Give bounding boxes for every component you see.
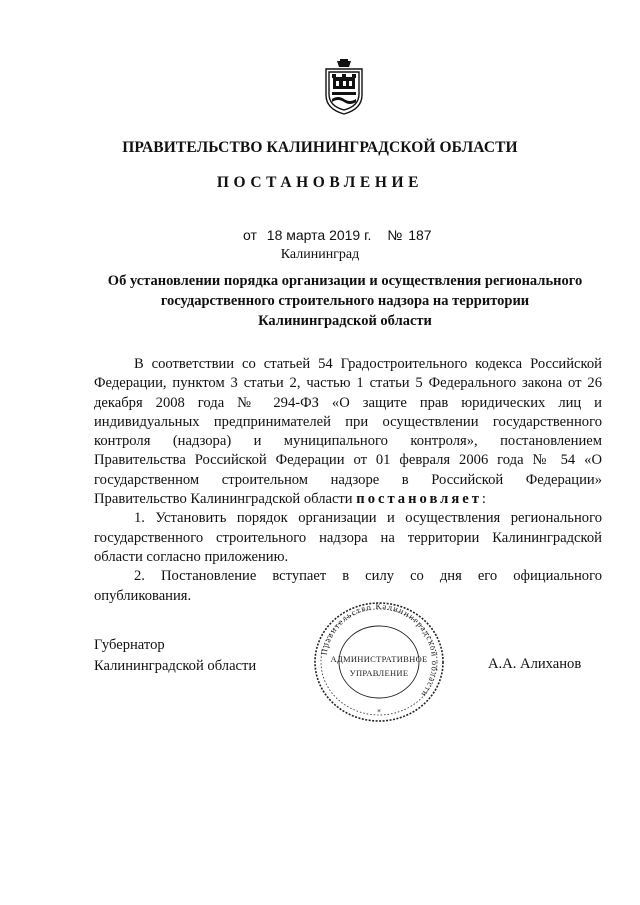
- document-body: [94, 355, 602, 606]
- item-paragraph: 2. Постановление вступает в силу со дня его официального опубликования.: [94, 568, 602, 604]
- resolves-word: постановляет: [356, 491, 482, 508]
- document-subject: [90, 271, 600, 331]
- item-paragraph: 1. Установить порядок организации и осуществления регионального государственного строительного надзора на территории Калининградской области согласно приложению.: [94, 510, 602, 565]
- preamble-text: В соответствии со статьей 54 Градостроительного кодекса Российской Федерации, пунктом 3 статьи 2, частью 1 статьи 5 Федерального закона от 26 декабря 2008 года № 294-ФЗ «О защите прав юридических лиц и индивидуальных предпринимателей при осуществлении государственного контроля (надзора) и муниципального контроля», постановлением Правительства Российской Федерации от 01 февраля 2006 года № 54 «О государственном строительном надзоре в Российской Федерации» Правительство Калининградской области: [94, 356, 602, 508]
- signer-position-line: Калининградской области: [94, 658, 257, 674]
- number-prefix: №: [387, 227, 403, 243]
- preamble-colon: :: [481, 491, 486, 508]
- document-date: 18 марта 2019 г.: [266, 227, 372, 243]
- government-title: ПРАВИТЕЛЬСТВО КАЛИНИНГРАДСКОЙ ОБЛАСТИ: [122, 139, 518, 156]
- subject-line: государственного строительного надзора на территории: [160, 293, 530, 309]
- signer-name: А.А. Алиханов: [488, 656, 582, 672]
- date-prefix: от: [243, 227, 257, 243]
- stamp-star-icon: *: [377, 708, 381, 716]
- date-number-line: [243, 227, 432, 243]
- subject-line: Об установлении порядка организации и осуществления регионального: [107, 273, 583, 289]
- signer-position-line: Губернатор: [94, 637, 165, 653]
- document-type-title: ПОСТАНОВЛЕНИЕ: [216, 174, 424, 191]
- stamp-center-line: АДМИНИСТРАТИВНОЕ: [330, 654, 428, 664]
- coat-of-arms-icon: [318, 59, 370, 115]
- stamp-ring-text: Правительство Калининградской области: [318, 600, 441, 700]
- preamble-paragraph: [94, 355, 602, 509]
- official-stamp: [310, 600, 448, 725]
- document-number: 187: [408, 227, 432, 243]
- signer-position: [94, 635, 256, 677]
- stamp-center-line: УПРАВЛЕНИЕ: [349, 668, 409, 678]
- subject-line: Калининградской области: [258, 313, 432, 329]
- city-name: Калининград: [280, 247, 360, 262]
